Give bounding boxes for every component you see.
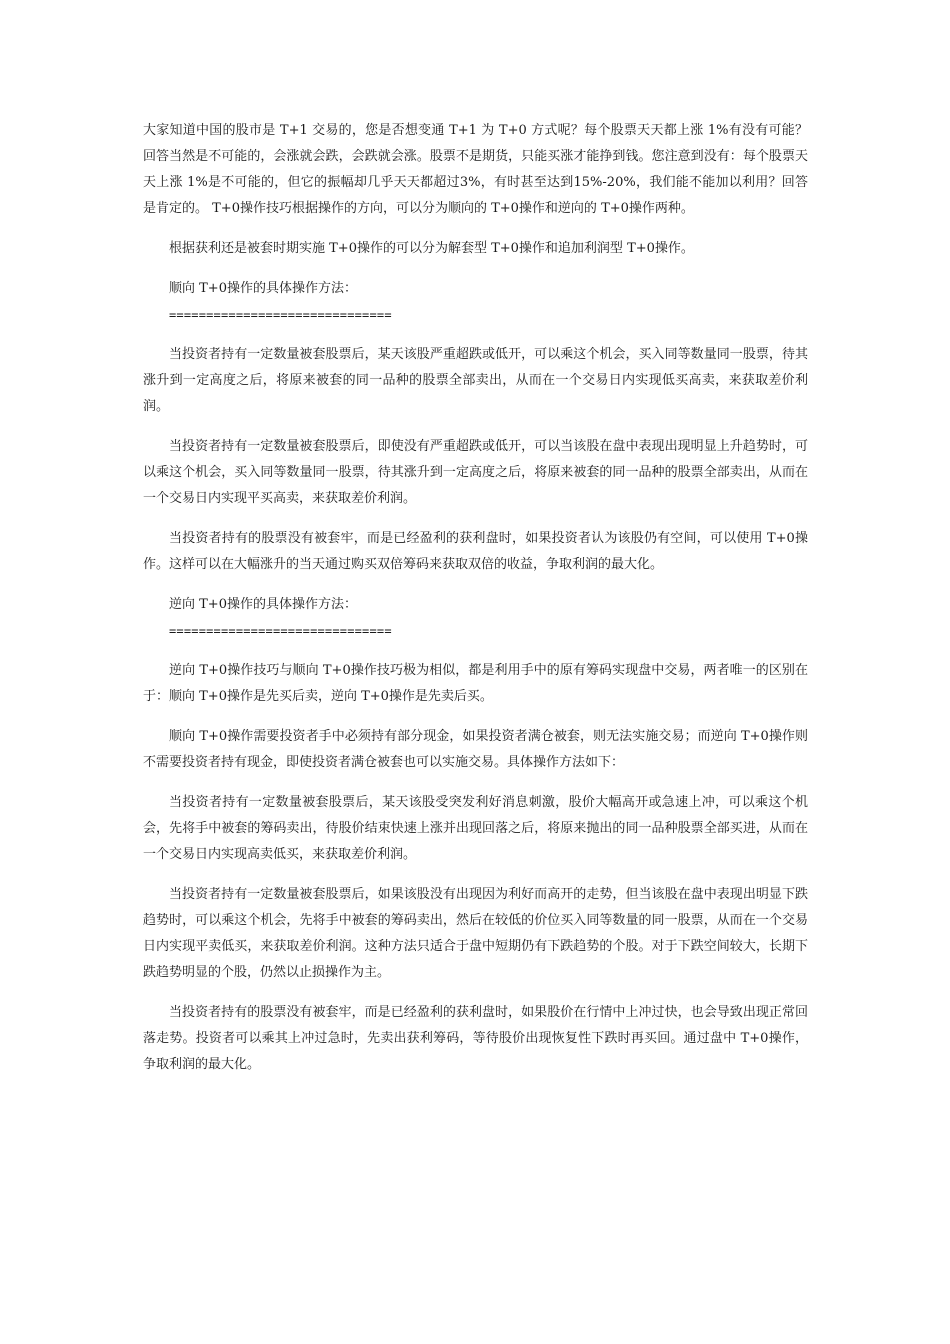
intro-paragraph: 大家知道中国的股市是 T+1 交易的，您是否想变通 T+1 为 T+0 方式呢？每个股票天天都上涨 1%有没有可能？回答当然是不可能的，会涨就会跌，会跌就会涨。股票不是期货，只能买涨才能挣到钱。您注意到没有：每个股票天天上涨 1%是不可能的，但它的振幅却几乎天天都超过3%，有时甚至达到15%-20%，我们能不能加以利用？回答是肯定的。 T+0操作技巧根据操作的方向，可以分为顺向的 T+0操作和逆向的 T+0操作两种。 [143,123,808,216]
reverse-t0-heading: 逆向 T+0操作的具体操作方法： [169,597,357,612]
document-body [143,118,808,1078]
forward-divider: ============================== [169,308,392,322]
forward-paragraph-3: 当投资者持有的股票没有被套牢，而是已经盈利的获利盘时，如果投资者认为该股仍有空间，可以使用 T+0操作。这样可以在大幅涨升的当天通过购买双倍筹码来获取双倍的收益，争取利润的最大化。 [143,531,808,572]
reverse-paragraph-5: 当投资者持有的股票没有被套牢，而是已经盈利的获利盘时，如果股价在行情中上冲过快，也会导致出现正常回落走势。投资者可以乘其上冲过急时，先卖出获利筹码，等待股价出现恢复性下跌时再买回。通过盘中 T+0操作，争取利润的最大化。 [143,1005,808,1072]
classification-paragraph: 根据获利还是被套时期实施 T+0操作的可以分为解套型 T+0操作和追加利润型 T+0操作。 [169,241,694,256]
reverse-paragraph-3: 当投资者持有一定数量被套股票后，某天该股受突发利好消息刺激，股价大幅高开或急速上冲，可以乘这个机会，先将手中被套的筹码卖出，待股价结束快速上涨并出现回落之后，将原来抛出的同一品种股票全部买进，从而在一个交易日内实现高卖低买，来获取差价利润。 [143,795,808,862]
forward-paragraph-2: 当投资者持有一定数量被套股票后，即使没有严重超跌或低开，可以当该股在盘中表现出现明显上升趋势时，可以乘这个机会，买入同等数量同一股票，待其涨升到一定高度之后，将原来被套的同一品种的股票全部卖出，从而在一个交易日内实现平买高卖，来获取差价利润。 [143,439,808,506]
reverse-paragraph-1: 逆向 T+0操作技巧与顺向 T+0操作技巧极为相似，都是利用手中的原有筹码实现盘中交易，两者唯一的区别在于：顺向 T+0操作是先买后卖，逆向 T+0操作是先卖后买。 [143,663,808,704]
reverse-paragraph-2: 顺向 T+0操作需要投资者手中必须持有部分现金，如果投资者满仓被套，则无法实施交易；而逆向 T+0操作则不需要投资者持有现金，即使投资者满仓被套也可以实施交易。具体操作方法如下： [143,729,808,770]
forward-paragraph-1: 当投资者持有一定数量被套股票后，某天该股严重超跌或低开，可以乘这个机会，买入同等数量同一股票，待其涨升到一定高度之后，将原来被套的同一品种的股票全部卖出，从而在一个交易日内实现低买高卖，来获取差价利润。 [143,347,808,414]
forward-t0-heading: 顺向 T+0操作的具体操作方法： [169,281,357,296]
reverse-paragraph-4: 当投资者持有一定数量被套股票后，如果该股没有出现因为利好而高开的走势，但当该股在盘中表现出明显下跌趋势时，可以乘这个机会，先将手中被套的筹码卖出，然后在较低的价位买入同等数量的同一股票，从而在一个交易日内实现平卖低买，来获取差价利润。这种方法只适合于盘中短期仍有下跌趋势的个股。对于下跌空间较大，长期下跌趋势明显的个股，仍然以止损操作为主。 [143,887,808,980]
reverse-divider: ============================== [169,624,392,638]
